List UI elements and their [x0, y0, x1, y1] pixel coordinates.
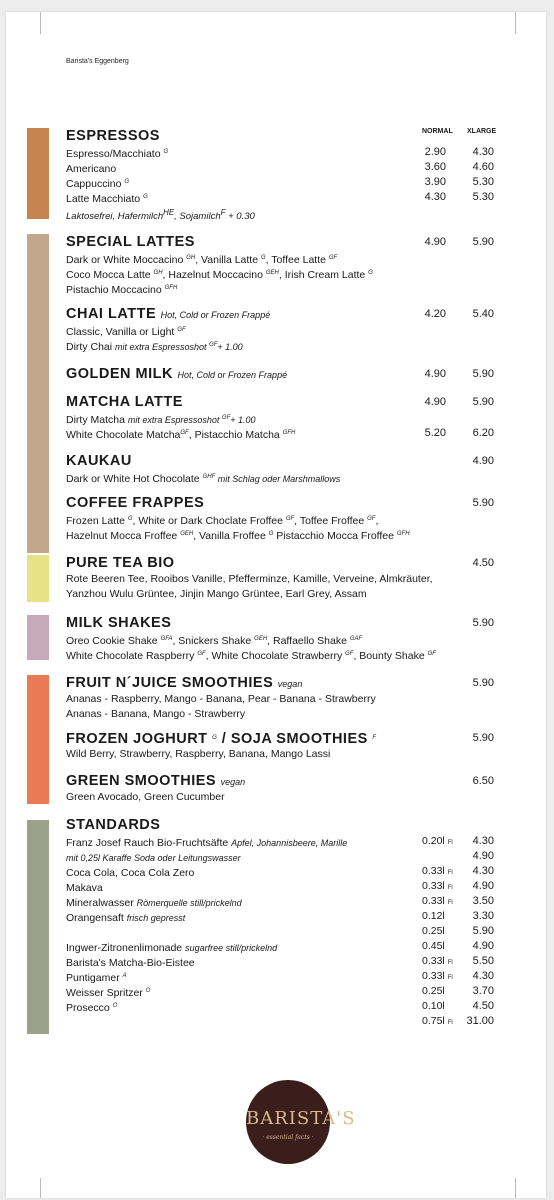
price-xlarge: 6.20 [472, 427, 494, 439]
price-normal: 5.20 [424, 427, 446, 439]
item-line: Wild Berry, Strawberry, Raspberry, Banana, Mango Lassi [66, 748, 331, 760]
standards-list [66, 834, 496, 1029]
price-xlarge: 5.30 [472, 176, 494, 188]
section-special-lattes [66, 234, 496, 296]
section-title: FROZEN JOGHURT $^G$ / SOJA SMOOTHIES $^F$ [66, 731, 377, 747]
size: 0.33l Fl [422, 955, 453, 967]
menu-page [6, 12, 546, 1198]
standard-item: Puntigamer $^A$ 0.33l Fl 4.30 [66, 970, 494, 984]
section-espressos [66, 128, 497, 223]
section-title: MATCHA LATTE [66, 394, 183, 410]
price-normal: 4.90 [424, 236, 446, 248]
price: 4.90 [472, 880, 494, 892]
section-title: CHAI LATTE Hot, Cold or Frozen Frappé [66, 306, 271, 322]
size: 0.33l Fl [422, 970, 453, 982]
section-title: PURE TEA BIO [66, 555, 175, 571]
price-xlarge: 5.90 [472, 677, 494, 689]
menu-item: Americano 3.60 4.60 [66, 161, 494, 175]
section-coffee-frappes [66, 495, 496, 542]
standard-item: Orangensaft frisch gepresst 0.12l 3.30 [66, 910, 494, 924]
crop-mark [515, 1178, 516, 1198]
espresso-list [66, 145, 496, 205]
price-normal: 4.90 [424, 368, 446, 380]
size: 0.25l [422, 985, 445, 997]
crop-mark [40, 12, 41, 34]
price-xlarge: 4.30 [472, 146, 494, 158]
standard-item: mit 0,25l Karaffe Soda oder Leitungswasser 4.90 [66, 850, 494, 863]
section-title: GREEN SMOOTHIES vegan [66, 773, 246, 789]
section-standards [66, 817, 496, 1029]
logo-text: BARISTA'S [246, 1108, 356, 1129]
section-green-smoothies [66, 773, 496, 805]
price: 4.90 [472, 940, 494, 952]
item-line: Dirty Chai mit extra Espressoshot $^{GF}$+ 1.00 [66, 341, 243, 353]
item-line: Green Avocado, Green Cucumber [66, 791, 225, 803]
size: 0.10l [422, 1000, 445, 1012]
price: 5.50 [472, 955, 494, 967]
standard-item: Makava 0.33l Fl 4.90 [66, 880, 494, 894]
standard-item: Coca Cola, Coca Cola Zero 0.33l Fl 4.30 [66, 865, 494, 879]
logo-tagline: · essential facts · [262, 1134, 314, 1141]
latte-color-bar [27, 234, 49, 553]
price-xlarge: 5.40 [472, 308, 494, 320]
price: 4.50 [472, 1000, 494, 1012]
item-line: Ananas - Banana, Mango - Strawberry [66, 708, 246, 720]
crop-mark [515, 12, 516, 34]
price-xlarge: 5.90 [472, 732, 494, 744]
price: 3.50 [472, 895, 494, 907]
price: 5.90 [472, 925, 494, 937]
size: 0.12l [422, 910, 445, 922]
section-title: KAUKAU [66, 453, 132, 469]
section-title: COFFEE FRAPPES [66, 495, 205, 511]
size: 0.25l [422, 925, 445, 937]
price: 3.30 [472, 910, 494, 922]
crop-mark [40, 1178, 41, 1198]
column-header-normal: NORMAL [422, 128, 453, 135]
standard-item [66, 1014, 496, 1029]
section-fruit-smoothies [66, 675, 496, 722]
price-xlarge: 5.90 [472, 617, 494, 629]
section-frozen-joghurt [66, 730, 496, 762]
item-line: Rote Beeren Tee, Rooibos Vanille, Pfefferminze, Kamille, Verveine, Almkräuter, [66, 573, 433, 585]
price: 4.30 [472, 865, 494, 877]
price: 4.90 [472, 850, 494, 862]
brand-header: Barista's Eggenberg [66, 58, 129, 65]
standard-item: Ingwer-Zitronenlimonade sugarfree still/prickelnd 0.45l 4.90 [66, 940, 494, 954]
item-line: Hazelnut Mocca Froffee $^{GEH}$, Vanilla Froffee $^G$ Pistacchio Mocca Froffee $^{GFH}$ [66, 530, 410, 542]
size: 0.20l Fl [422, 835, 453, 847]
price-xlarge: 4.90 [472, 455, 494, 467]
section-pure-tea [66, 555, 496, 602]
item-line: Ananas - Raspberry, Mango - Banana, Pear - Banana - Strawberry [66, 693, 376, 705]
item-line: Dark or White Hot Chocolate $^{GHF}$ mit Schlag oder Marshmallows [66, 473, 341, 485]
standards-color-bar [27, 820, 49, 1034]
price-normal: 4.30 [424, 191, 446, 203]
size: 0.33l Fl [422, 865, 453, 877]
tea-color-bar [27, 555, 49, 602]
barista-logo [246, 1080, 356, 1164]
section-chai-latte [66, 306, 496, 353]
section-title: STANDARDS [66, 817, 161, 833]
price-xlarge: 5.90 [472, 396, 494, 408]
item-line: Pistachio Moccacino $^{GFH}$ [66, 284, 178, 296]
item-line: Dirty Matcha mit extra Espressoshot $^{GF}$+ 1.00 [66, 414, 256, 426]
size: 0.75l Fl [422, 1015, 453, 1027]
section-matcha-latte [66, 394, 496, 441]
section-title: FRUIT N´JUICE SMOOTHIES vegan [66, 675, 303, 691]
price-xlarge: 4.50 [472, 557, 494, 569]
price: 4.30 [472, 970, 494, 982]
price: 4.30 [472, 835, 494, 847]
section-golden-milk [66, 366, 496, 383]
price-xlarge: 5.90 [472, 236, 494, 248]
section-title: MILK SHAKES [66, 615, 172, 631]
menu-item: Cappuccino $^G$ 3.90 5.30 [66, 176, 494, 190]
price-normal: 3.60 [424, 161, 446, 173]
price: 31.00 [466, 1015, 494, 1027]
price-xlarge: 5.30 [472, 191, 494, 203]
shake-color-bar [27, 615, 49, 660]
standard-item: Mineralwasser Römerquelle still/prickelnd 0.33l Fl 3.50 [66, 895, 494, 909]
price-xlarge: 4.60 [472, 161, 494, 173]
section-kaukau [66, 453, 496, 485]
size: 0.33l Fl [422, 895, 453, 907]
price-xlarge: 6.50 [472, 775, 494, 787]
standard-item: Weisser Spritzer $^O$ 0.25l 3.70 [66, 985, 494, 999]
standard-item: Franz Josef Rauch Bio-Fruchtsäfte Apfel, Johannisbeere, Marille 0.20l Fl 4.30 [66, 835, 494, 849]
menu-item: Latte Macchiato $^G$ 4.30 5.30 [66, 191, 494, 205]
standard-item: Prosecco $^O$ 0.10l 4.50 [66, 1000, 494, 1014]
milk-note: Laktosefrei, Hafermilch$^{HE}$, Sojamilch$^F$ + 0.30 [66, 208, 255, 223]
item-line: Frozen Latte $^G$, White or Dark Choclate Froffee $^{GF}$, Toffee Froffee $^{GF}$, [66, 515, 379, 527]
size: 0.45l [422, 940, 445, 952]
item-line: Yanzhou Wulu Grüntee, Jinjin Mango Grüntee, Earl Grey, Assam [66, 588, 367, 600]
item-line: White Chocolate Raspberry $^{GF}$, White Chocolate Strawberry $^{GF}$, Bounty Shake $^{GF}$ [66, 650, 436, 662]
price-xlarge: 5.90 [472, 368, 494, 380]
price: 3.70 [472, 985, 494, 997]
price-normal: 4.20 [424, 308, 446, 320]
section-milk-shakes [66, 615, 496, 662]
item-line: White Chocolate Matcha$^{GF}$, Pistacchio Matcha $^{GFH}$ [66, 429, 296, 441]
price-normal: 2.90 [424, 146, 446, 158]
column-header-xlarge: XLARGE [467, 128, 497, 135]
standard-item [66, 924, 496, 939]
smoothie-color-bar [27, 675, 49, 804]
price-xlarge: 5.90 [472, 497, 494, 509]
espresso-color-bar [27, 128, 49, 219]
size: 0.33l Fl [422, 880, 453, 892]
item-line: Classic, Vanilla or Light $^{GF}$ [66, 326, 186, 338]
price-normal: 4.90 [424, 396, 446, 408]
price-normal: 3.90 [424, 176, 446, 188]
item-line: Coco Mocca Latte $^{GH}$, Hazelnut Moccacino $^{GEH}$, Irish Cream Latte $^G$ [66, 269, 373, 281]
item-line: Oreo Cookie Shake $^{GFA}$, Snickers Shake $^{GEH}$, Raffaello Shake $^{GAF}$ [66, 635, 363, 647]
item-line: Dark or White Moccacino $^{GH}$, Vanilla Latte $^G$, Toffee Latte $^{GF}$ [66, 254, 338, 266]
section-title: GOLDEN MILK Hot, Cold or Frozen Frappé [66, 366, 288, 382]
menu-item: Espresso/Macchiato $^G$ 2.90 4.30 [66, 146, 494, 160]
standard-item: Barista's Matcha-Bio-Eistee 0.33l Fl 5.50 [66, 955, 494, 969]
section-title: ESPRESSOS [66, 128, 160, 144]
section-title: SPECIAL LATTES [66, 234, 195, 250]
